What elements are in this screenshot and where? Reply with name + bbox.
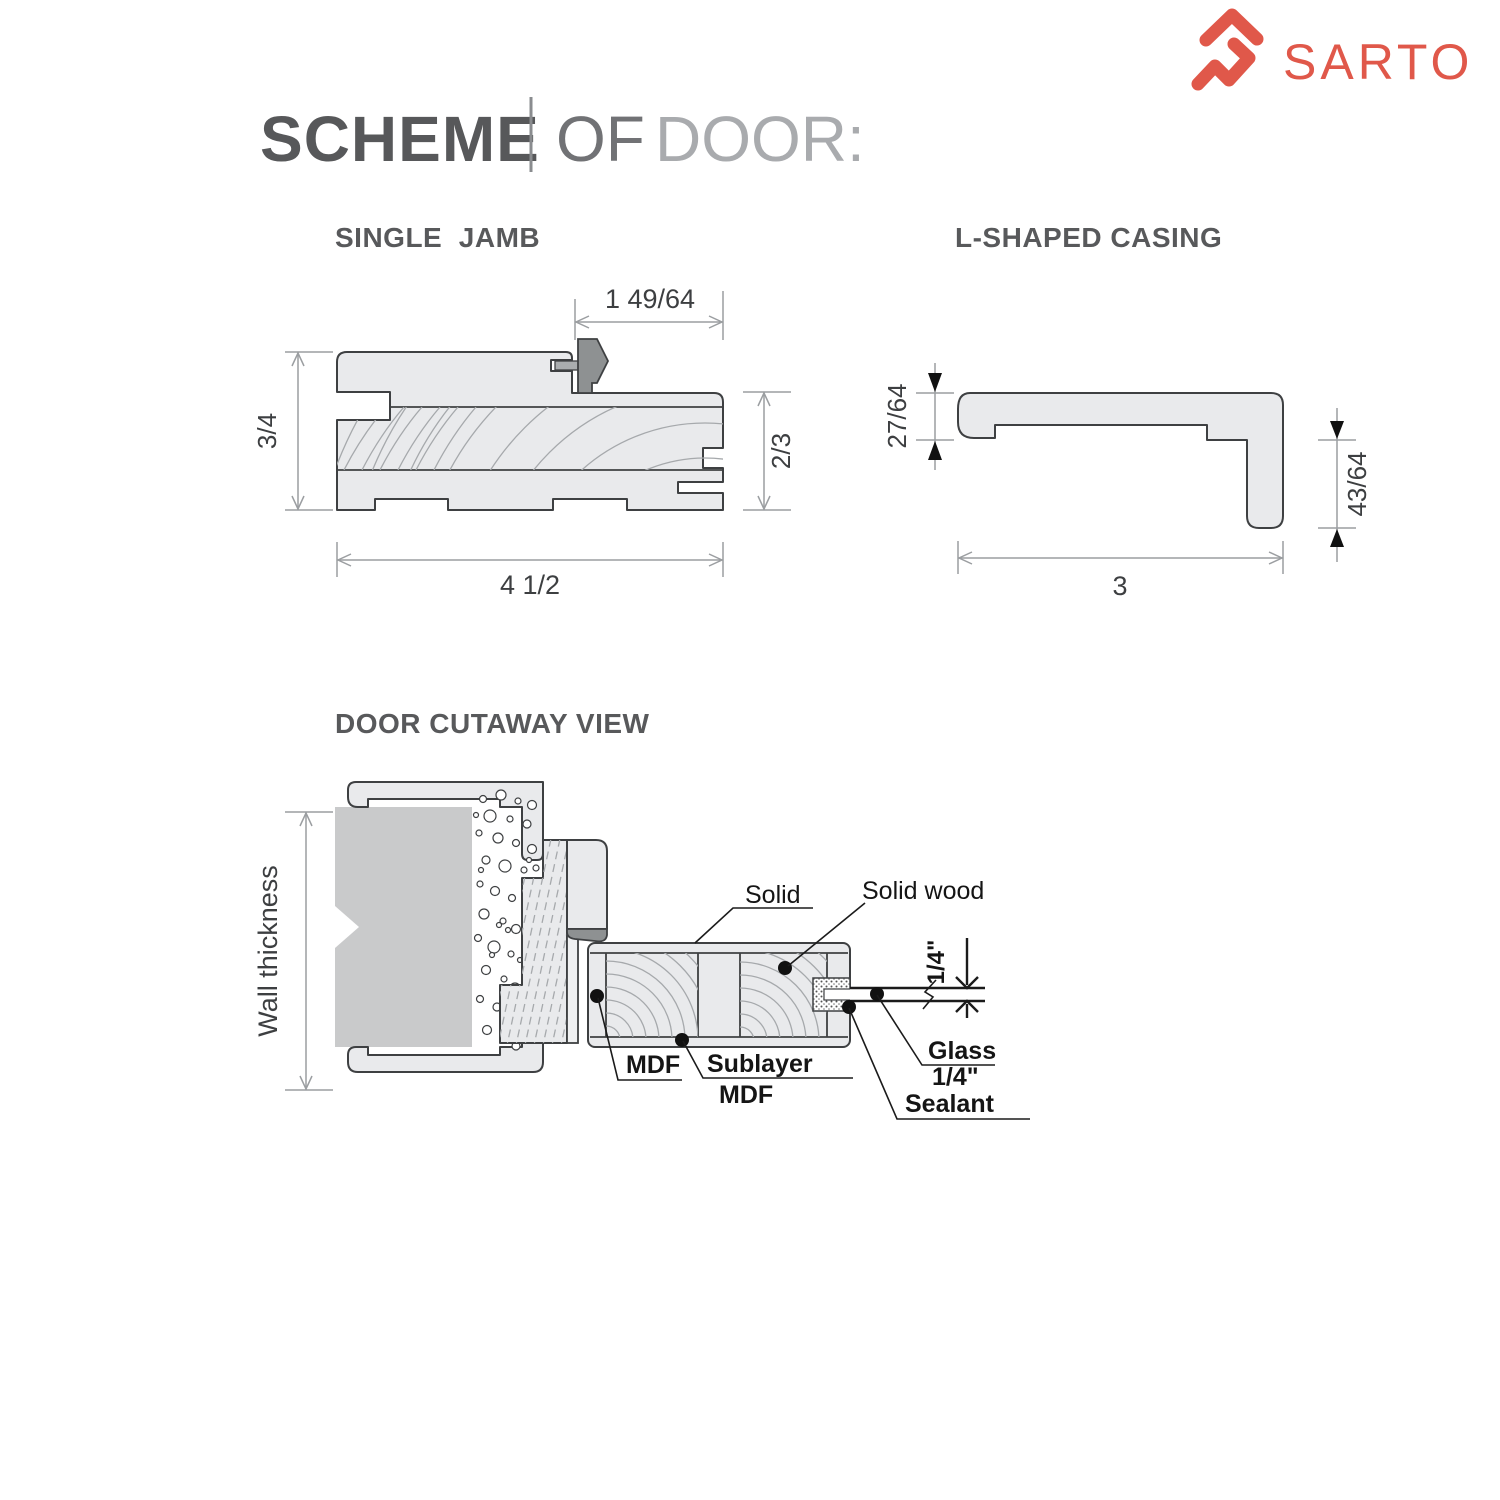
casing-dim-right-value: 43/64 bbox=[1342, 451, 1372, 517]
single-jamb-profile bbox=[337, 352, 723, 510]
mdf-dot bbox=[590, 989, 604, 1003]
dim-top-value: 1 49/64 bbox=[604, 284, 696, 314]
jamb-seal bbox=[578, 339, 608, 393]
glass-slot bbox=[824, 989, 852, 1000]
glass-label-line2: 1/4" bbox=[932, 1063, 979, 1091]
glass-dim bbox=[923, 938, 978, 1018]
page-title: SCHEME bbox=[260, 103, 540, 175]
dim-top bbox=[575, 284, 723, 340]
solid-label: Solid bbox=[745, 881, 801, 909]
casing-dim-bottom bbox=[958, 541, 1283, 601]
page-subtitle-of: OF bbox=[556, 103, 645, 175]
page-header bbox=[260, 97, 865, 175]
single-jamb-title: SINGLE JAMB bbox=[335, 222, 541, 253]
page-subtitle-door: DOOR: bbox=[655, 103, 865, 175]
dim-bottom-value: 4 1/2 bbox=[499, 570, 561, 600]
door-panel-outline bbox=[588, 943, 850, 1047]
dim-right bbox=[743, 392, 796, 510]
casing-dim-left-value: 27/64 bbox=[882, 383, 912, 449]
brand-logo bbox=[1198, 15, 1473, 90]
solid-leader bbox=[695, 908, 813, 943]
glass-dot bbox=[870, 987, 884, 1001]
cutaway-door-stop bbox=[567, 840, 607, 929]
mdf-label: MDF bbox=[626, 1051, 681, 1079]
l-casing-title: L-SHAPED CASING bbox=[955, 222, 1223, 253]
sublayer-dot bbox=[675, 1033, 689, 1047]
dim-right-value: 2/3 bbox=[766, 432, 796, 470]
wall-thickness-label: Wall thickness bbox=[253, 865, 283, 1037]
solid-wood-label: Solid wood bbox=[862, 877, 985, 905]
l-casing-diagram bbox=[882, 222, 1372, 601]
glass-label-line1: Glass bbox=[928, 1037, 997, 1065]
dim-left bbox=[252, 352, 333, 510]
sublayer-label-line1: Sublayer bbox=[707, 1050, 813, 1078]
sealant-dot bbox=[842, 1000, 856, 1014]
casing-dim-left bbox=[882, 363, 954, 470]
cutaway-stop-seal bbox=[567, 929, 607, 941]
cutaway-title: DOOR CUTAWAY VIEW bbox=[335, 708, 650, 739]
dim-bottom bbox=[337, 542, 723, 600]
brand-name: SARTO bbox=[1283, 34, 1474, 90]
logo-chevron-icon bbox=[1206, 15, 1257, 40]
door-cutaway-diagram bbox=[253, 708, 1030, 1172]
glass-dim-value: 1/4" bbox=[923, 939, 950, 985]
logo-zigzag-icon bbox=[1198, 44, 1249, 84]
sealant-label: Sealant bbox=[905, 1090, 994, 1118]
l-casing-profile bbox=[958, 393, 1283, 528]
wall-thickness-dim bbox=[253, 812, 333, 1090]
dim-left-value: 3/4 bbox=[252, 412, 282, 450]
solid-wood-dot bbox=[778, 961, 792, 975]
casing-dim-bottom-value: 3 bbox=[1112, 571, 1128, 601]
casing-dim-right bbox=[1318, 408, 1372, 562]
sublayer-label-line2: MDF bbox=[719, 1081, 774, 1109]
